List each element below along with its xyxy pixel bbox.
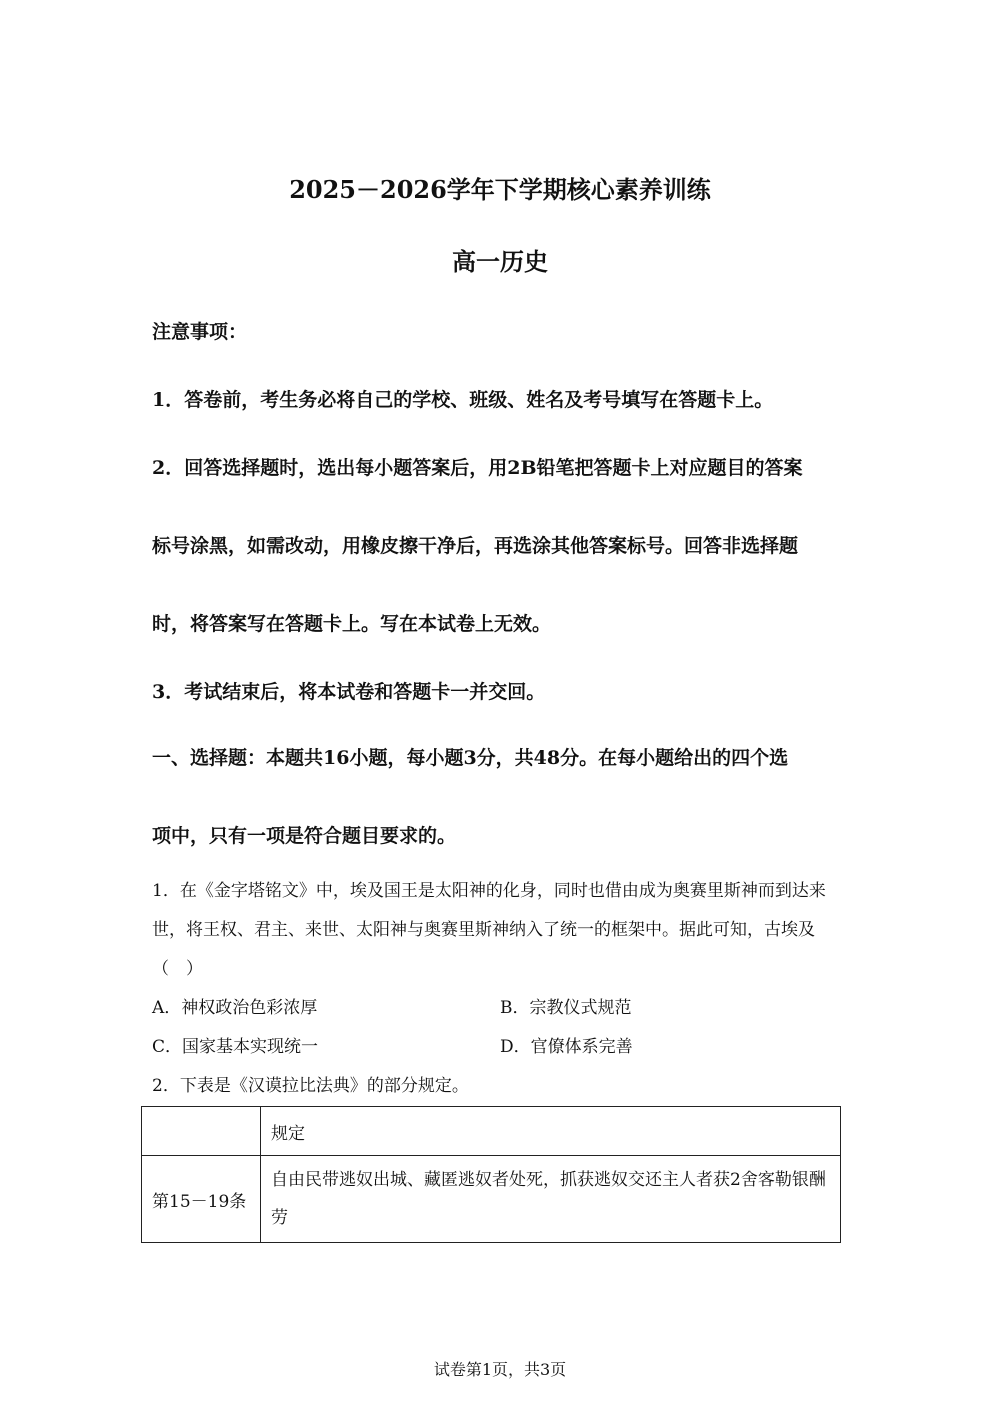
section-heading-line-1: 一、选择题：本题共16小题，每小题3分，共48分。在每小题给出的四个选 [152,747,789,769]
table-cell-rule [261,1156,841,1243]
table-header-cell-empty [142,1107,261,1156]
section-heading-line-2: 项中，只有一项是符合题目要求的。 [152,825,457,847]
notice-item-3: 3．考试结束后，将本试卷和答题卡一并交回。 [152,681,546,703]
subject-title: 高一历史 [452,247,548,276]
option-c: C．国家基本实现统一 [152,1037,319,1057]
notice-item-2-line-1: 2．回答选择题时，选出每小题答案后，用2B铅笔把答题卡上对应题目的答案 [152,457,803,479]
table-row [142,1156,841,1243]
notice-item-2-line-3: 时，将答案写在答题卡上。写在本试卷上无效。 [152,613,552,635]
notice-item-2-line-2: 标号涂黑，如需改动，用橡皮擦干净后，再选涂其他答案标号。回答非选择题 [152,535,799,557]
rule-text: 自由民带逃奴出城、藏匿逃奴者处死，抓获逃奴交还主人者获2舍客勒银酬劳 [271,1170,826,1228]
law-table [141,1106,841,1243]
option-a: A．神权政治色彩浓厚 [152,998,318,1018]
question-1-blank: （ ） [152,959,203,979]
question-2-stem: 2．下表是《汉谟拉比法典》的部分规定。 [152,1076,469,1096]
table-header-row [142,1107,841,1156]
option-b: B．宗教仪式规范 [500,998,632,1018]
table-header-cell-rule: 规定 [261,1107,841,1156]
page-footer: 试卷第1页，共3页 [433,1360,567,1379]
table-cell-article: 第15－19条 [142,1156,261,1243]
notice-item-1: 1．答卷前，考生务必将自己的学校、班级、姓名及考号填写在答题卡上。 [152,389,774,411]
exam-title: 2025－2026学年下学期核心素养训练 [289,175,711,204]
option-d: D．官僚体系完善 [500,1037,633,1057]
question-1-line-1: 1．在《金字塔铭文》中，埃及国王是太阳神的化身，同时也借由成为奥赛里斯神而到达来 [152,881,826,901]
notice-heading: 注意事项： [152,321,248,343]
question-1-line-2: 世，将王权、君主、来世、太阳神与奥赛里斯神纳入了统一的框架中。据此可知，古埃及 [152,920,815,940]
